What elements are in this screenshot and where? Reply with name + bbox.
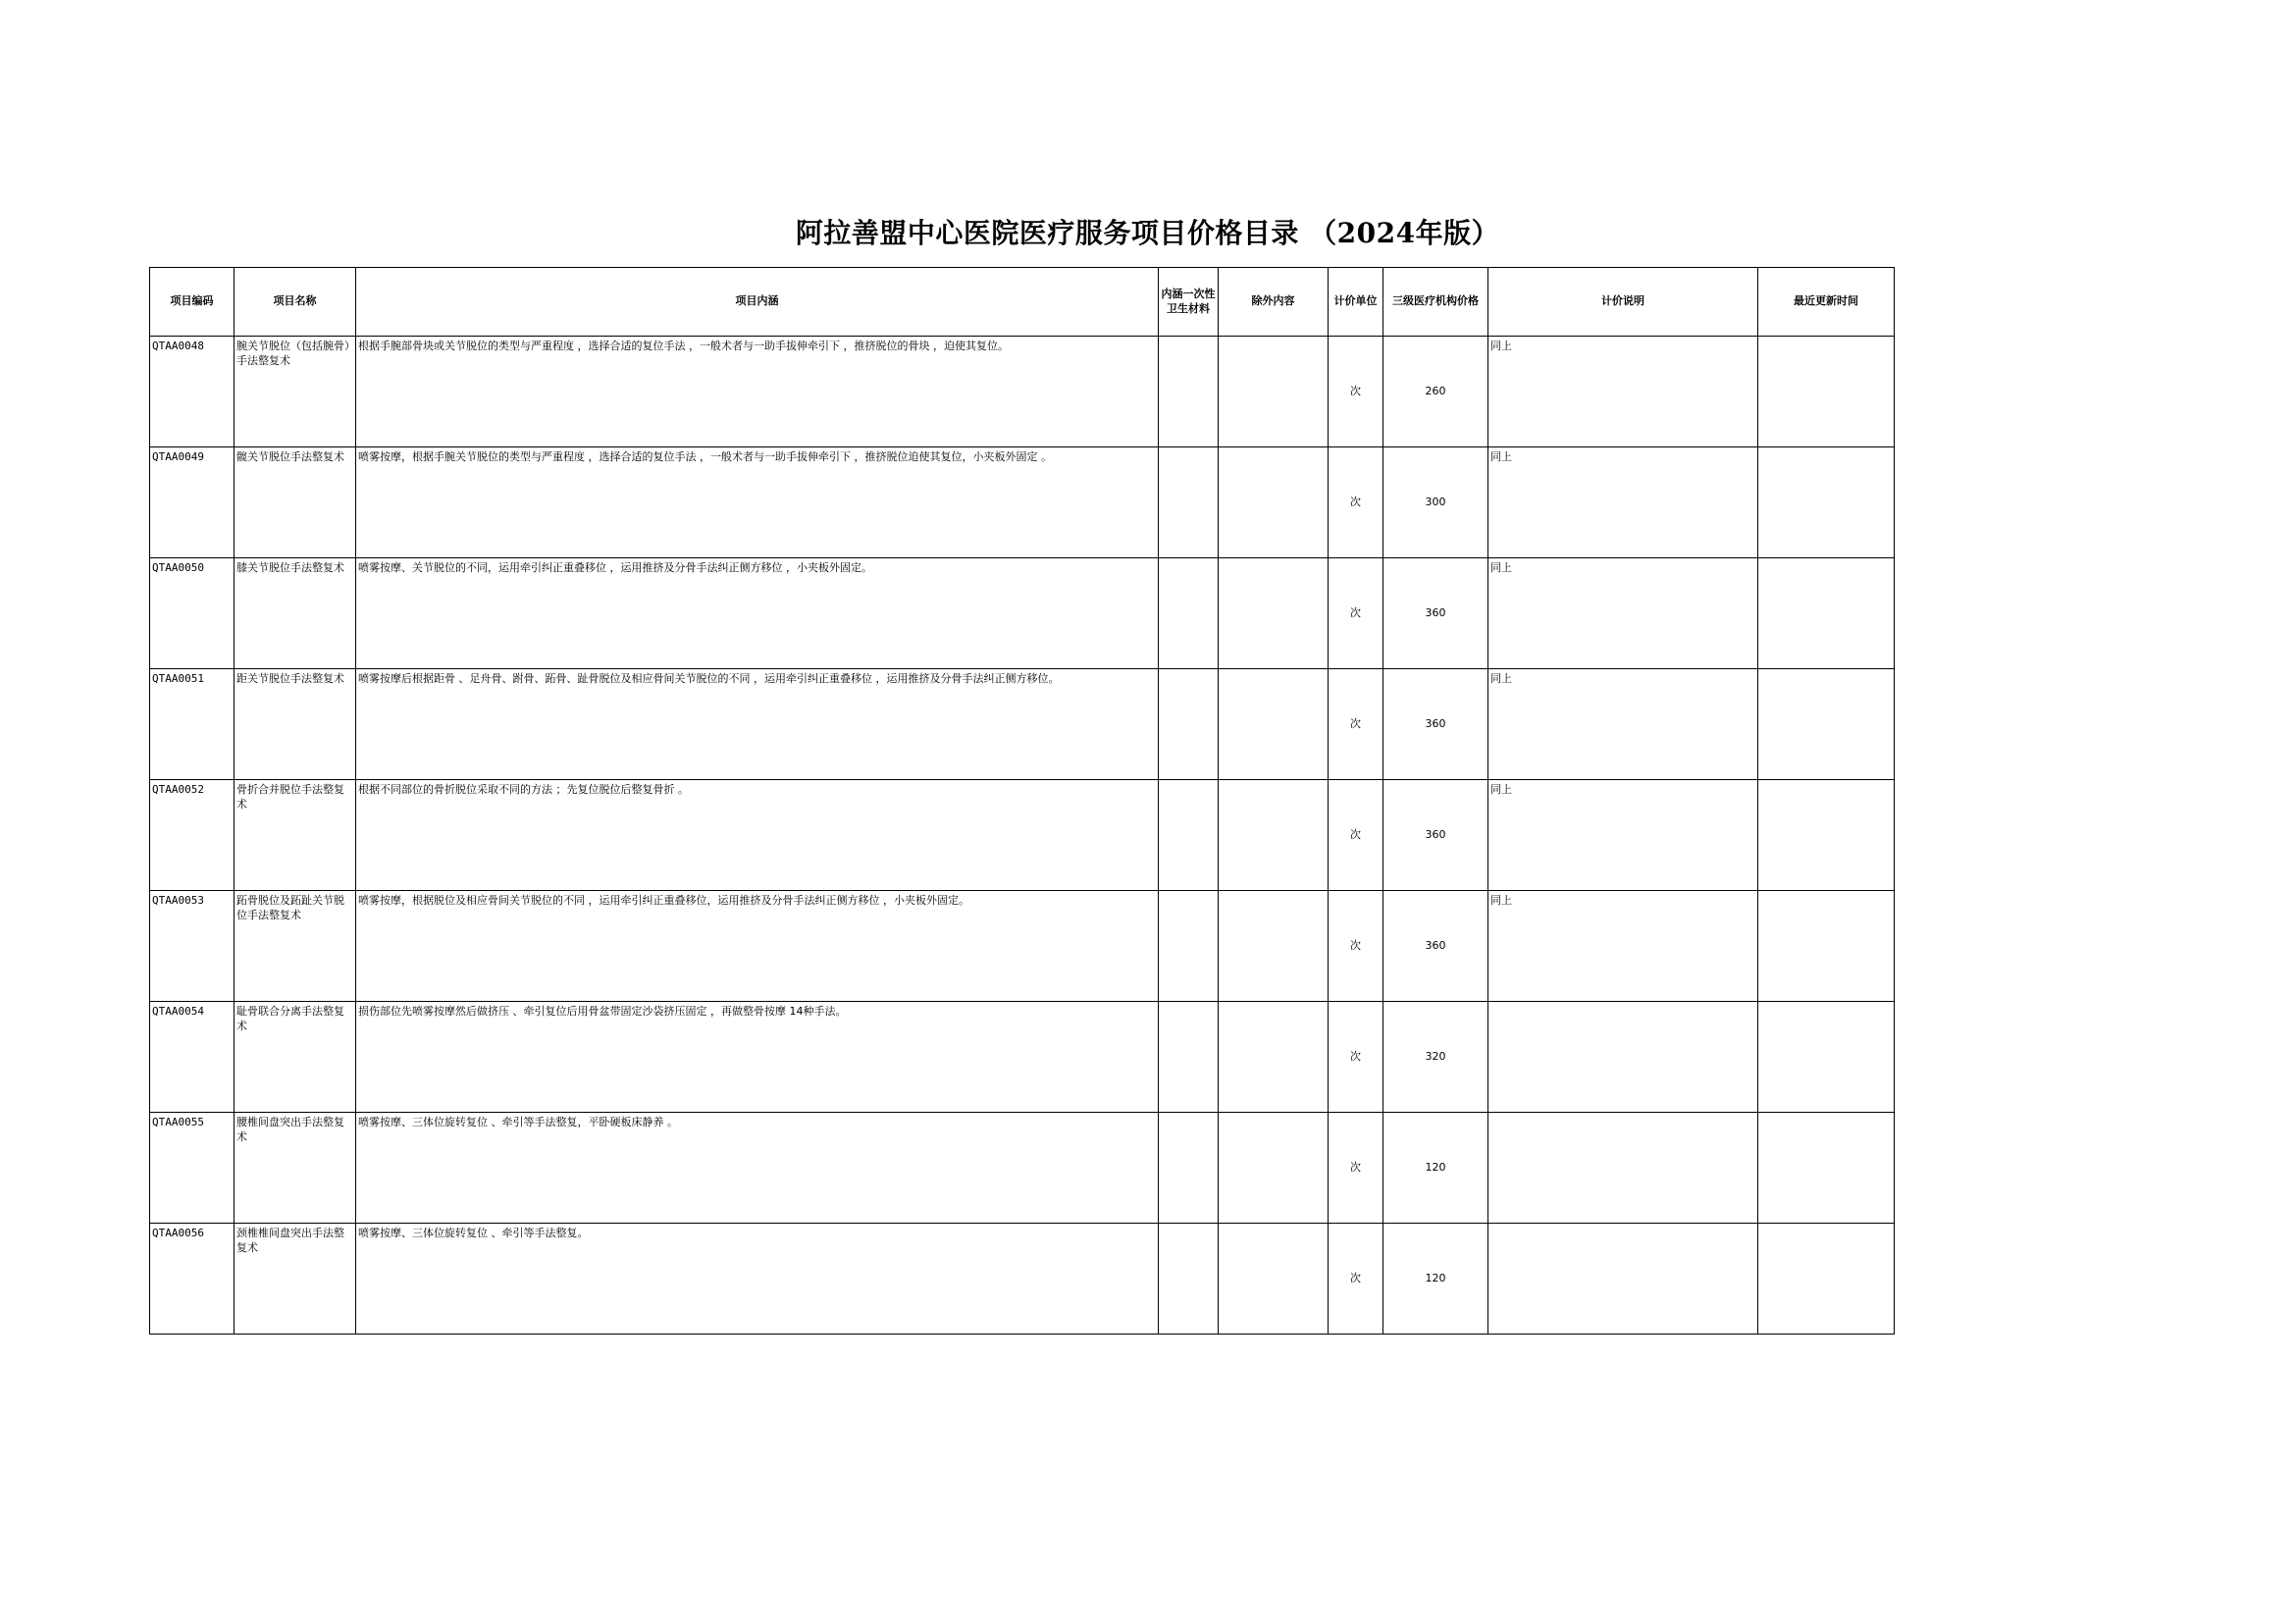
table-row [150, 558, 1895, 669]
item-content: 喷雾按摩，根据手腕关节脱位的类型与严重程度 ，选择合适的复位手法 ，一般术者与一助手拔伸牵引下 ，推挤脱位迫使其复位，小夹板外固定 。 [356, 447, 1159, 558]
item-name: 颈椎椎间盘突出手法整复术 [235, 1224, 356, 1335]
item-excluded [1219, 558, 1329, 669]
item-materials [1159, 669, 1219, 780]
item-materials [1159, 447, 1219, 558]
item-code: QTAA0048 [150, 337, 235, 447]
item-excluded [1219, 1113, 1329, 1224]
header-updated: 最近更新时间 [1758, 268, 1895, 337]
item-code: QTAA0052 [150, 780, 235, 891]
item-price: 260 [1383, 337, 1488, 447]
item-name: 距关节脱位手法整复术 [235, 669, 356, 780]
item-name: 髋关节脱位手法整复术 [235, 447, 356, 558]
item-price: 120 [1383, 1113, 1488, 1224]
item-content: 喷雾按摩后根据距骨 、足舟骨、跗骨、跖骨、趾骨脱位及相应骨间关节脱位的不同 ，运用牵引纠正重叠移位 ，运用推挤及分骨手法纠正侧方移位。 [356, 669, 1159, 780]
header-name: 项目名称 [235, 268, 356, 337]
item-code: QTAA0056 [150, 1224, 235, 1335]
item-name: 腕关节脱位（包括腕骨）手法整复术 [235, 337, 356, 447]
page-title: 阿拉善盟中心医院医疗服务项目价格目录 （2024年版） [795, 217, 1500, 249]
item-unit: 次 [1329, 669, 1383, 780]
item-materials [1159, 337, 1219, 447]
item-price: 120 [1383, 1224, 1488, 1335]
item-excluded [1219, 447, 1329, 558]
item-content: 损伤部位先喷雾按摩然后做挤压 、牵引复位后用骨盆带固定沙袋挤压固定 ，再做整骨按摩 14种手法。 [356, 1002, 1159, 1113]
price-table [149, 267, 1895, 1335]
table-row [150, 337, 1895, 447]
item-unit: 次 [1329, 780, 1383, 891]
header-code: 项目编码 [150, 268, 235, 337]
table-row [150, 780, 1895, 891]
item-notes: 同上 [1488, 337, 1758, 447]
item-content: 根据不同部位的骨折脱位采取不同的方法 ；先复位脱位后整复骨折 。 [356, 780, 1159, 891]
item-materials [1159, 1113, 1219, 1224]
table-row [150, 1224, 1895, 1335]
item-name: 耻骨联合分离手法整复术 [235, 1002, 356, 1113]
item-materials [1159, 1224, 1219, 1335]
table-row [150, 1113, 1895, 1224]
item-excluded [1219, 780, 1329, 891]
item-materials [1159, 891, 1219, 1002]
table-row [150, 447, 1895, 558]
header-price: 三级医疗机构价格 [1383, 268, 1488, 337]
item-notes [1488, 1113, 1758, 1224]
header-excluded: 除外内容 [1219, 268, 1329, 337]
item-name: 骨折合并脱位手法整复术 [235, 780, 356, 891]
item-updated [1758, 558, 1895, 669]
item-excluded [1219, 337, 1329, 447]
header-notes: 计价说明 [1488, 268, 1758, 337]
item-code: QTAA0054 [150, 1002, 235, 1113]
item-name: 跖骨脱位及跖趾关节脱位手法整复术 [235, 891, 356, 1002]
item-unit: 次 [1329, 891, 1383, 1002]
header-unit: 计价单位 [1329, 268, 1383, 337]
item-price: 320 [1383, 1002, 1488, 1113]
item-materials [1159, 558, 1219, 669]
item-updated [1758, 447, 1895, 558]
item-notes: 同上 [1488, 891, 1758, 1002]
item-unit: 次 [1329, 1224, 1383, 1335]
item-notes: 同上 [1488, 558, 1758, 669]
table-row [150, 891, 1895, 1002]
item-unit: 次 [1329, 558, 1383, 669]
item-updated [1758, 1113, 1895, 1224]
table-header-row [150, 268, 1895, 337]
item-excluded [1219, 1224, 1329, 1335]
item-updated [1758, 669, 1895, 780]
item-name: 腰椎间盘突出手法整复术 [235, 1113, 356, 1224]
item-content: 喷雾按摩、关节脱位的不同，运用牵引纠正重叠移位 ，运用推挤及分骨手法纠正侧方移位 ，小夹板外固定。 [356, 558, 1159, 669]
item-unit: 次 [1329, 1113, 1383, 1224]
item-price: 360 [1383, 780, 1488, 891]
item-unit: 次 [1329, 447, 1383, 558]
item-notes [1488, 1002, 1758, 1113]
item-code: QTAA0053 [150, 891, 235, 1002]
item-updated [1758, 1002, 1895, 1113]
item-price: 360 [1383, 891, 1488, 1002]
item-code: QTAA0049 [150, 447, 235, 558]
item-materials [1159, 1002, 1219, 1113]
item-code: QTAA0055 [150, 1113, 235, 1224]
item-notes [1488, 1224, 1758, 1335]
item-updated [1758, 337, 1895, 447]
item-content: 喷雾按摩、三体位旋转复位 、牵引等手法整复。 [356, 1224, 1159, 1335]
item-unit: 次 [1329, 1002, 1383, 1113]
item-price: 300 [1383, 447, 1488, 558]
item-updated [1758, 1224, 1895, 1335]
item-content: 喷雾按摩、三体位旋转复位 、牵引等手法整复，平卧硬板床静养 。 [356, 1113, 1159, 1224]
item-updated [1758, 780, 1895, 891]
item-notes: 同上 [1488, 447, 1758, 558]
header-materials: 内涵一次性卫生材料 [1159, 268, 1219, 337]
header-content: 项目内涵 [356, 268, 1159, 337]
item-code: QTAA0050 [150, 558, 235, 669]
table-row [150, 1002, 1895, 1113]
item-excluded [1219, 669, 1329, 780]
item-materials [1159, 780, 1219, 891]
item-excluded [1219, 1002, 1329, 1113]
item-price: 360 [1383, 558, 1488, 669]
item-content: 根据手腕部骨块或关节脱位的类型与严重程度 ，选择合适的复位手法 ，一般术者与一助手拔伸牵引下 ，推挤脱位的骨块 ，迫使其复位。 [356, 337, 1159, 447]
item-notes: 同上 [1488, 669, 1758, 780]
item-content: 喷雾按摩，根据脱位及相应骨间关节脱位的不同 ，运用牵引纠正重叠移位，运用推挤及分骨手法纠正侧方移位 ，小夹板外固定。 [356, 891, 1159, 1002]
item-excluded [1219, 891, 1329, 1002]
item-name: 膝关节脱位手法整复术 [235, 558, 356, 669]
item-updated [1758, 891, 1895, 1002]
item-price: 360 [1383, 669, 1488, 780]
item-notes: 同上 [1488, 780, 1758, 891]
item-unit: 次 [1329, 337, 1383, 447]
item-code: QTAA0051 [150, 669, 235, 780]
table-row [150, 669, 1895, 780]
